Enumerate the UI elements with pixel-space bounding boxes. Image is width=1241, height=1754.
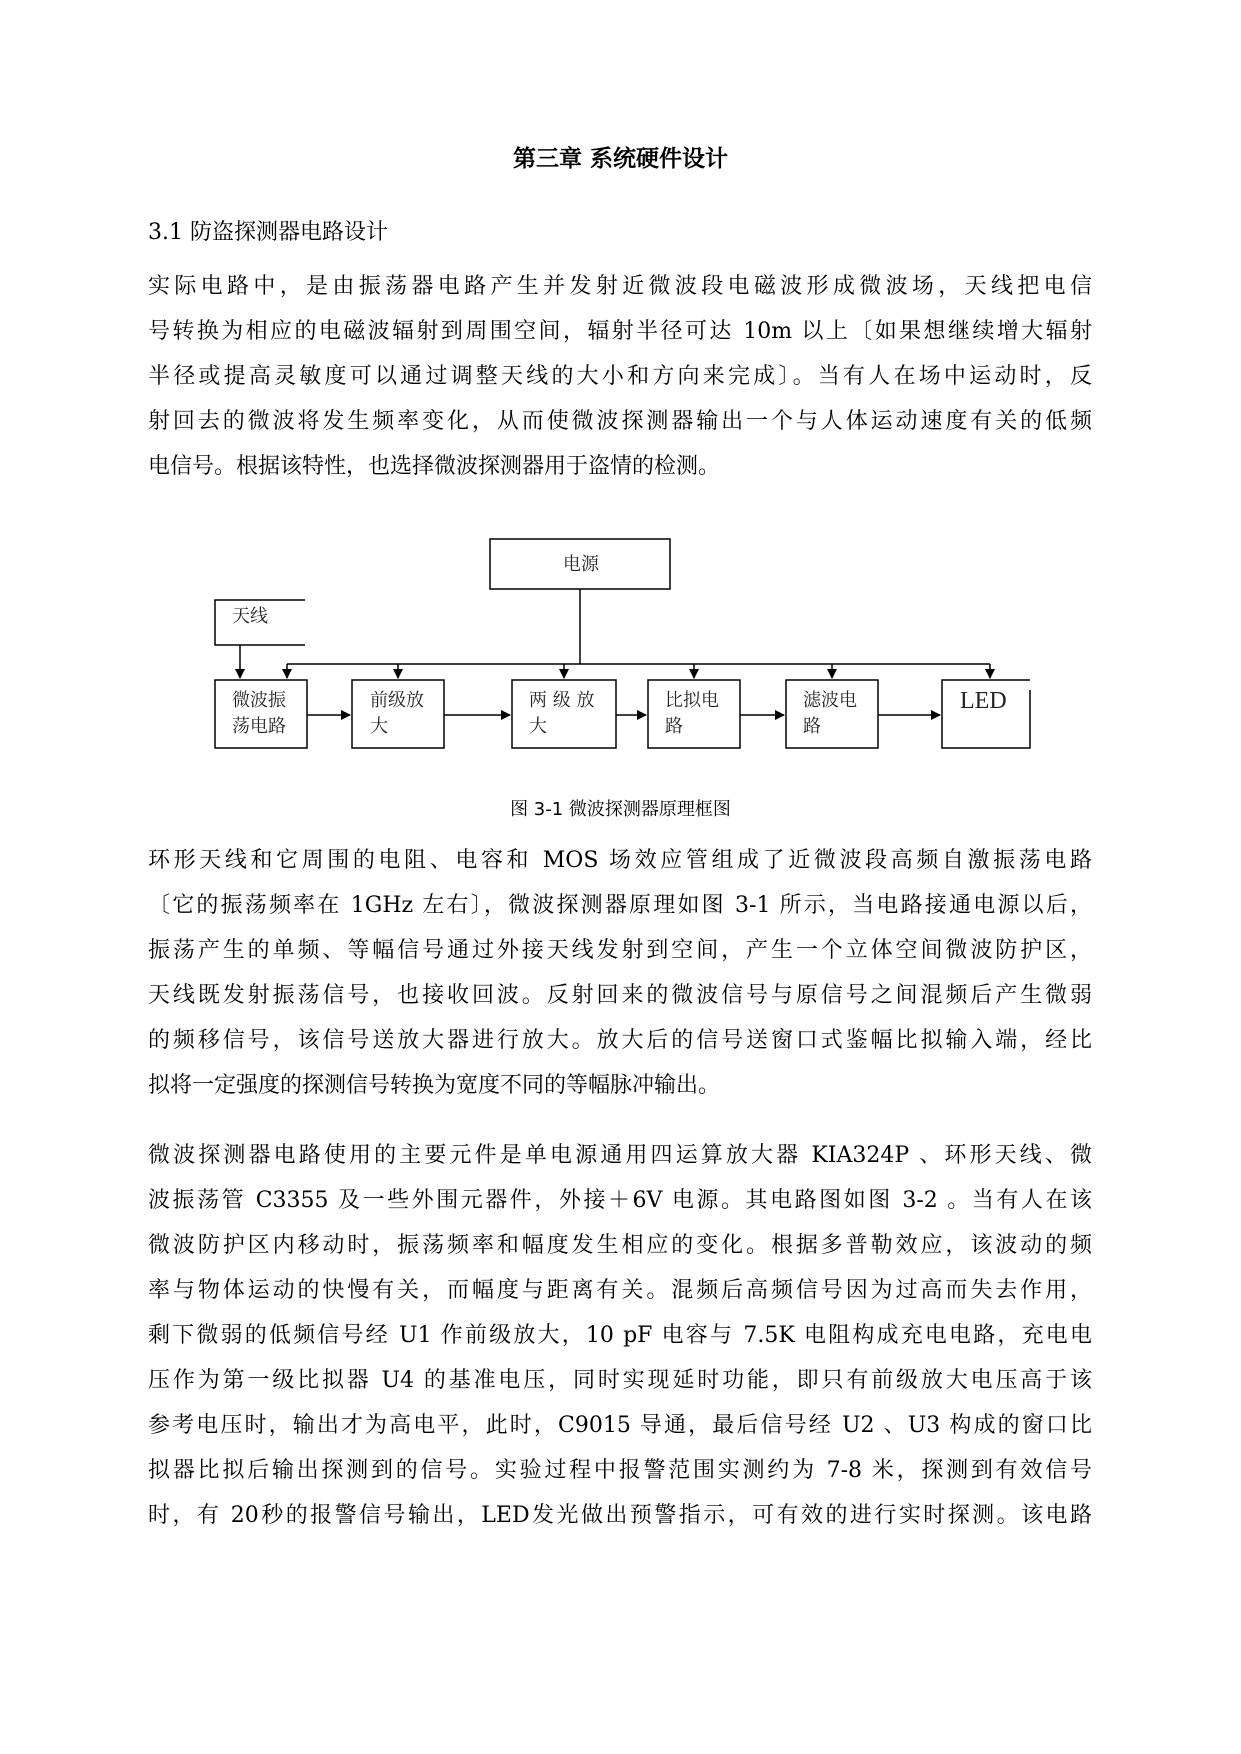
block-label: 前级放 大: [370, 690, 424, 737]
paragraph-line: 率与物体运动的快慢有关，而幅度与距离有关。混频后高频信号因为过高而失去作用，: [148, 1278, 1092, 1303]
paragraph-line: 拟将一定强度的探测信号转换为宽度不同的等幅脉冲输出。: [148, 1073, 721, 1098]
paragraph-line: 半径或提高灵敏度可以通过调整天线的大小和方向来完成〕。当有人在场中运动时，反: [148, 364, 1092, 389]
paragraph-line: 时，有 20秒的报警信号输出，LED发光做出预警指示，可有效的进行实时探测。该电路: [148, 1503, 1092, 1528]
block-label: 微波振 荡电路: [232, 690, 286, 737]
block-label: 滤波电 路: [803, 690, 857, 737]
paragraph-line: 电信号。根据该特性，也选择微波探测器用于盗情的检测。: [148, 454, 721, 479]
block-diagram: [0, 530, 1241, 770]
block-label-led: LED: [960, 688, 1007, 714]
paragraph-line: 实际电路中，是由振荡器电路产生并发射近微波段电磁波形成微波场，天线把电信: [148, 274, 1092, 299]
paragraph-line: 号转换为相应的电磁波辐射到周围空间，辐射半径可达 10m 以上〔如果想继续增大辐射: [148, 319, 1092, 344]
block-diagram-lines: [0, 530, 1241, 770]
block-label: 比拟电 路: [665, 690, 719, 737]
paragraph-line: 射回去的微波将发生频率变化，从而使微波探测器输出一个与人体运动速度有关的低频: [148, 409, 1092, 434]
paragraph-line: 波振荡管 C3355 及一些外围元器件，外接＋6V 电源。其电路图如图 3-2 。当有人在该: [148, 1188, 1092, 1213]
paragraph-2: [148, 838, 1092, 1108]
power-label: 电源: [563, 554, 599, 575]
paragraph-line: 环形天线和它周围的电阻、电容和 MOS 场效应管组成了近微波段高频自激振荡电路: [148, 848, 1092, 873]
paragraph-line: 〔它的振荡频率在 1GHz 左右〕，微波探测器原理如图 3-1 所示，当电路接通电源以后，: [148, 893, 1092, 918]
paragraph-1: [148, 264, 1092, 489]
paragraph-line: 微波探测器电路使用的主要元件是单电源通用四运算放大器 KIA324P 、环形天线、微: [148, 1143, 1092, 1168]
paragraph-line: 参考电压时，输出才为高电平，此时，C9015 导通，最后信号经 U2 、U3 构成的窗口比: [148, 1413, 1092, 1438]
paragraph-line: 的频移信号，该信号送放大器进行放大。放大后的信号送窗口式鉴幅比拟输入端，经比: [148, 1028, 1092, 1053]
figure-caption: 图 3-1 微波探测器原理框图: [510, 799, 731, 820]
paragraph-line: 压作为第一级比拟器 U4 的基准电压，同时实现延时功能，即只有前级放大电压高于该: [148, 1368, 1092, 1393]
paragraph-line: 天线既发射振荡信号，也接收回波。反射回来的微波信号与原信号之间混频后产生微弱: [148, 983, 1092, 1008]
paragraph-line: 拟器比拟后输出探测到的信号。实验过程中报警范围实测约为 7-8 米，探测到有效信号: [148, 1458, 1092, 1483]
paragraph-line: 剩下微弱的低频信号经 U1 作前级放大，10 pF 电容与 7.5K 电阻构成充电电路，充电电: [148, 1323, 1092, 1348]
section-heading: 3.1 防盗探测器电路设计: [148, 220, 388, 245]
antenna-label: 天线: [232, 606, 268, 627]
paragraph-line: 微波防护区内移动时，振荡频率和幅度发生相应的变化。根据多普勒效应，该波动的频: [148, 1233, 1092, 1258]
chapter-title: 第三章 系统硬件设计: [512, 146, 728, 172]
paragraph-3: [148, 1133, 1092, 1538]
block-label: 两 级 放 大: [529, 690, 595, 737]
paragraph-line: 振荡产生的单频、等幅信号通过外接天线发射到空间，产生一个立体空间微波防护区，: [148, 938, 1092, 963]
